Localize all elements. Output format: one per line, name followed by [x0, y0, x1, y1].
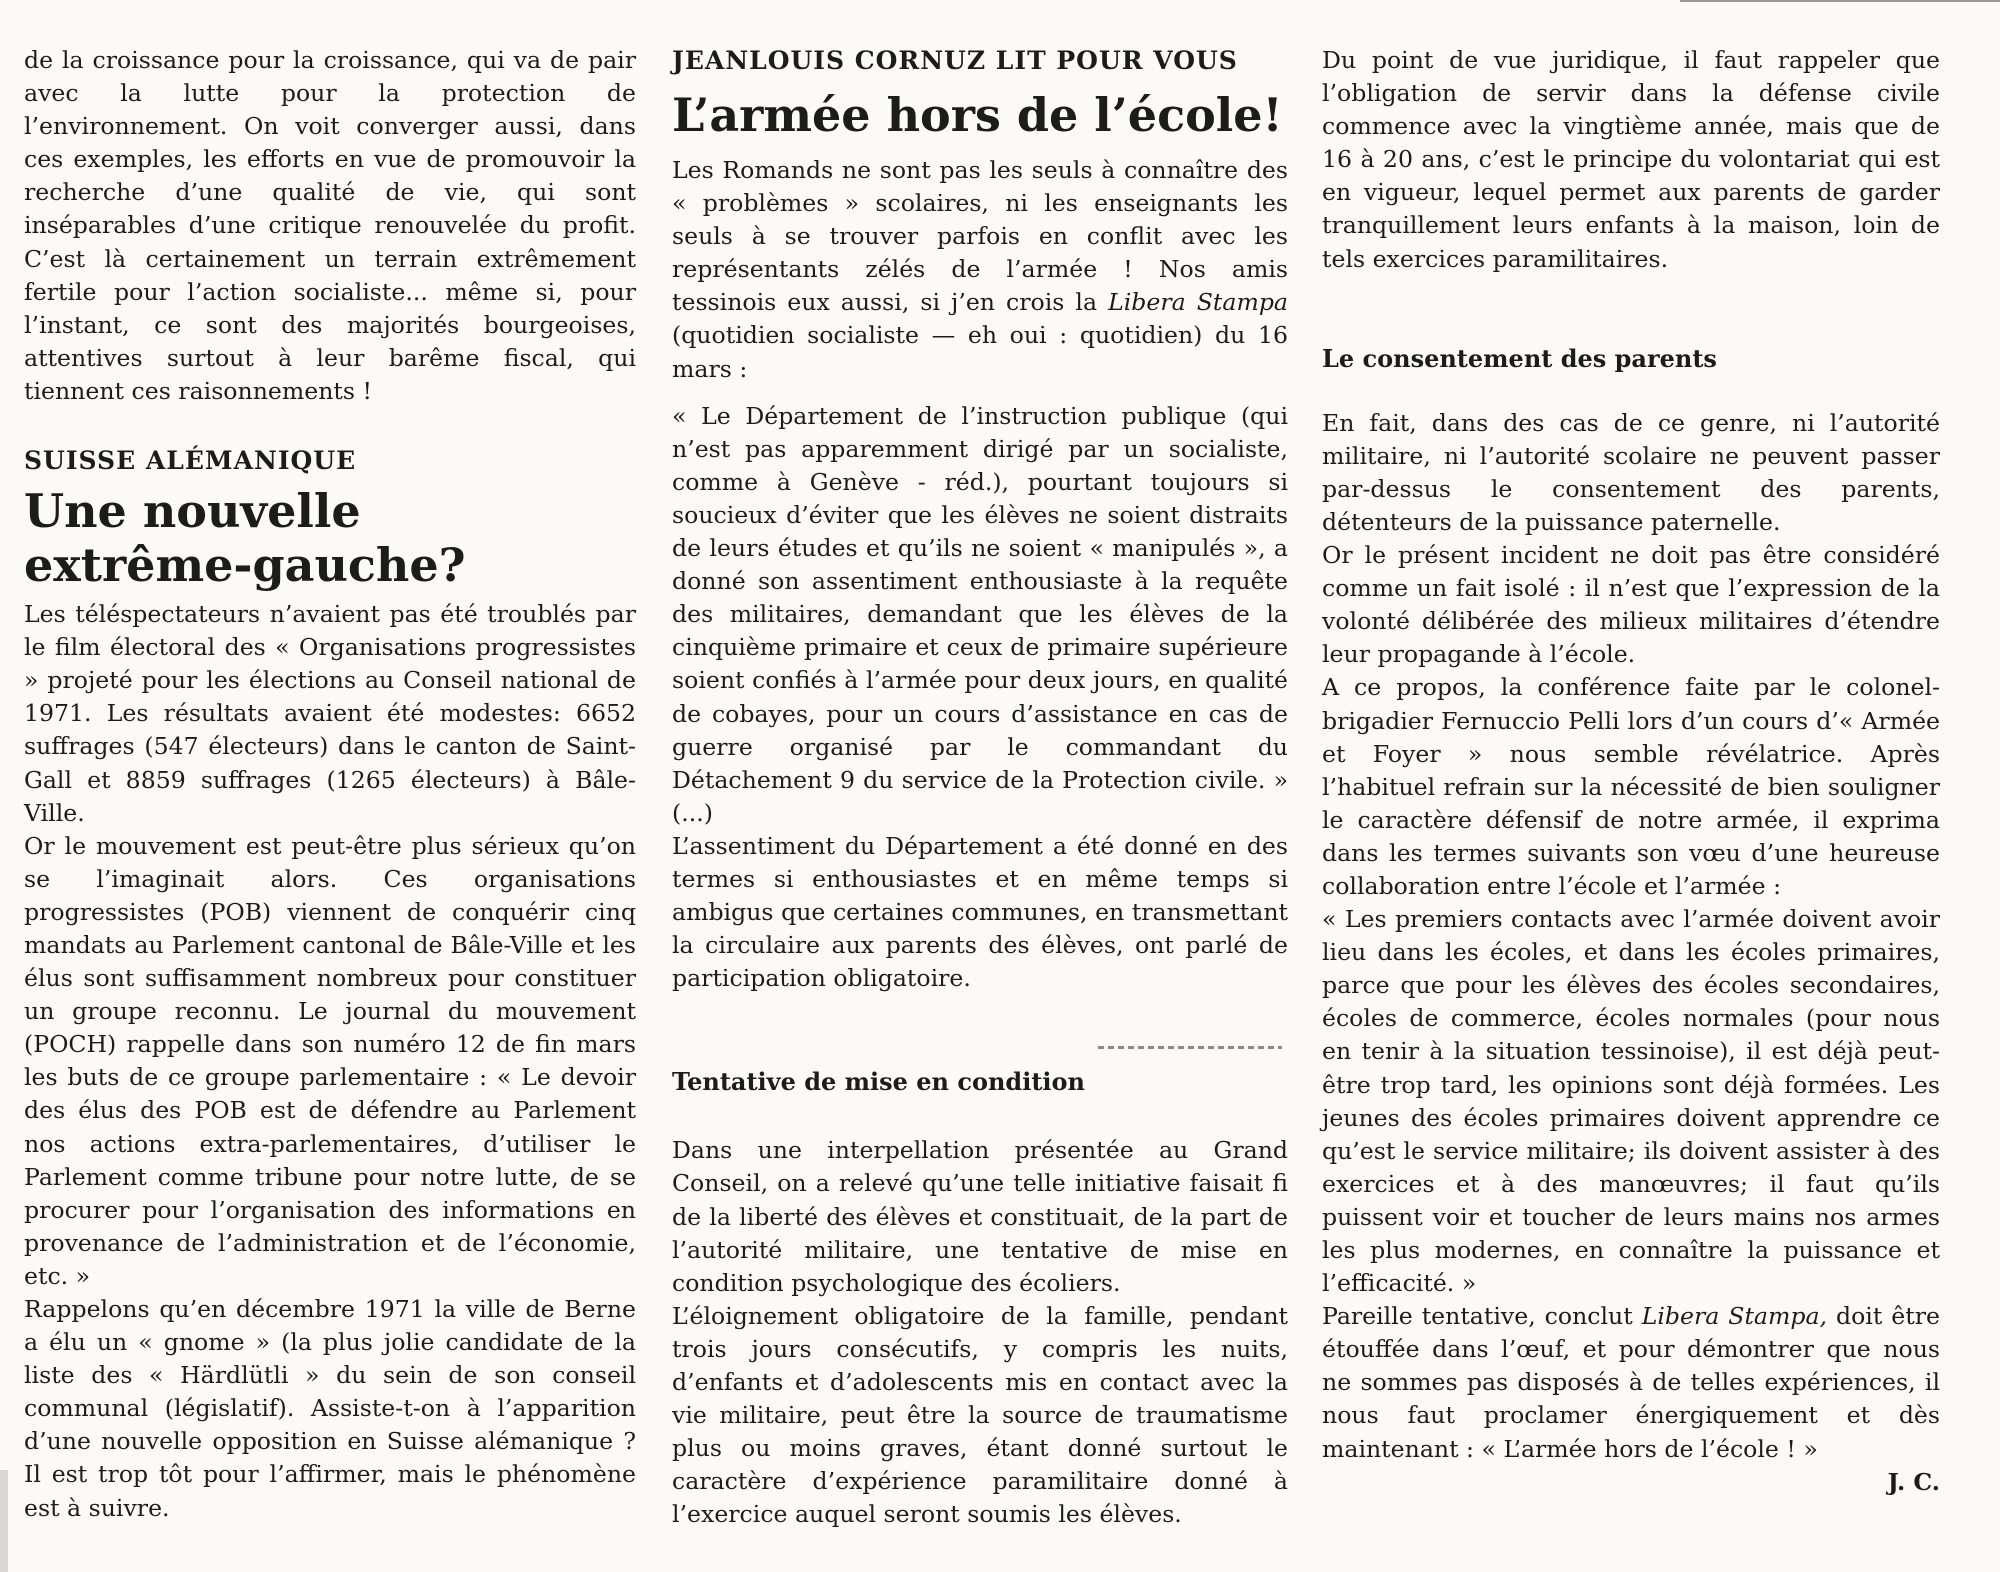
col3-paragraph-1: Du point de vue juridique, il faut rappeler que l’obligation de servir dans la défense civile commence avec la vingtième année, mais que de 16 à 20 ans, c’est le principe du volontariat qui est en vigueur, lequel permet aux parents de garder tranquillement leurs enfants à la maison, loin de tels exercices paramilitaires. [1322, 46, 1940, 273]
col3-paragraph-3: Or le présent incident ne doit pas être considéré comme un fait isolé : il n’est que l’expression de la volonté délibérée des milieux militaires d’étendre leur propagande à l’école. [1322, 541, 1940, 669]
col3-subhead: Le consentement des parents [1322, 343, 1717, 373]
scan-edge-left [0, 1470, 8, 1572]
col3-para5-text-b: doit être étouffée dans l’œuf, et pour démontrer que nous ne sommes pas disposés à de telles expériences, il nous faut proclamer énergiquement et dès maintenant : « L’armée hors de l’école ! » [1322, 1302, 1940, 1463]
col2-headline: L’armée hors de l’école! [672, 88, 1283, 142]
col2-paragraph-1 [672, 154, 1288, 386]
col3-paragraph-4: A ce propos, la conférence faite par le colonel-brigadier Fernuccio Pelli lors d’un cours d’« Armée et Foyer » nous semble révélatrice. Après l’habituel refrain sur la nécessité de bien souligner le caractère défensif de notre armée, il exprima dans les termes suivants son vœu d’une heureuse collaboration entre l’école et l’armée : [1322, 673, 1940, 900]
col1-paragraph-4: Rappelons qu’en décembre 1971 la ville de Berne a élu un « gnome » (la plus jolie candidate de la liste des « Härdlütli » du sein de son conseil communal (législatif). Assiste-t-on à l’apparition d’une nouvelle opposition en Suisse alémanique ? Il est trop tôt pour l’affirmer, mais le phénomène est à suivre. [24, 1295, 636, 1522]
column-2 [672, 44, 1288, 1531]
col2-paragraph-3: Dans une interpellation présentée au Grand Conseil, on a relevé qu’une telle initiative faisait fi de la liberté des élèves et constituait, de la part de l’autorité militaire, une tentative de mise en condition psychologique des écoliers. [672, 1136, 1288, 1297]
col1-headline-line1: Une nouvelle [24, 484, 361, 539]
col2-subhead: Tentative de mise en condition [672, 1067, 1085, 1097]
col2-para1-text-a: Les Romands ne sont pas les seuls à connaître des « problèmes » scolaires, ni les enseignants les seuls à se trouver parfois en conflit avec les représentants zélés de l’armée ! Nos amis tessinois eux aussi, si j’en crois la [672, 156, 1288, 317]
col3-paragraph-2: En fait, dans des cas de ce genre, ni l’autorité militaire, ni l’autorité scolaire ne peuvent passer par-dessus le consentement des parents, détenteurs de la puissance paternelle. [1322, 408, 1940, 536]
scan-edge-top [1680, 0, 2000, 2]
col3-paragraph-5 [1322, 1300, 1940, 1465]
col2-paragraph-2: L’assentiment du Département a été donné en des termes si enthousiastes et en même temps si ambigus que certaines communes, en transmettant la circulaire aux parents des élèves, ont parlé de participation obligatoire. [672, 831, 1288, 993]
col3-quote: « Les premiers contacts avec l’armée doivent avoir lieu dans les écoles, et dans les écoles primaires, parce que pour les élèves des écoles secondaires, écoles de commerce, écoles normales (pour nous en tenir à la situation tessinoise), il est déjà peut-être trop tard, les opinions sont déjà formées. Les jeunes des écoles primaires doivent apprendre ce qu’est le service militaire; ils doivent assister à des exercices et à des manœuvres; il faut qu’ils puissent voir et toucher de leurs mains nos armes les plus modernes, en connaître la puissance et l’efficacité. » [1322, 905, 1940, 1298]
col1-kicker: SUISSE ALÉMANIQUE [24, 446, 357, 476]
col2-para1-italic: Libera Stampa [1108, 288, 1288, 317]
col1-headline-line2: extrême-gauche? [24, 538, 466, 593]
col3-signature: J. C. [1887, 1467, 1940, 1496]
column-3 [1322, 44, 1940, 1499]
col2-para1-text-b: (quotidien socialiste — eh oui : quotidien) du 16 mars : [672, 321, 1288, 383]
col2-kicker: JEANLOUIS CORNUZ LIT POUR VOUS [672, 46, 1238, 75]
col2-paragraph-4: L’éloignement obligatoire de la famille, pendant trois jours consécutifs, y compris les nuits, d’enfants et d’adolescents mis en contact avec la vie militaire, peut être la source de traumatisme plus ou moins graves, étant donné surtout le caractère d’expérience paramilitaire donné à l’exercice auquel seront soumis les élèves. [672, 1301, 1288, 1529]
column-2-dashed-rule [1098, 1046, 1282, 1049]
col1-paragraph-1: de la croissance pour la croissance, qui va de pair avec la lutte pour la protection de l’environnement. On voit converger aussi, dans ces exemples, les efforts en vue de promouvoir la recherche d’une qualité de vie, qui sont inséparables d’une critique renouvelée du profit. C’est là certainement un terrain extrêmement fertile pour l’action socialiste... même si, pour l’instant, ce sont des majorités bourgeoises, attentives surtout à leur barême fiscal, qui tiennent ces raisonnements ! [24, 46, 636, 405]
column-1 [24, 44, 636, 1525]
col3-para5-italic: Libera Stampa, [1641, 1302, 1828, 1331]
col1-paragraph-3: Or le mouvement est peut-être plus sérieux qu’on se l’imaginait alors. Ces organisations progressistes (POB) viennent de conquérir cinq mandats au Parlement cantonal de Bâle-Ville et les élus sont suffisamment nombreux pour constituer un groupe reconnu. Le journal du mouvement (POCH) rappelle dans son numéro 12 de fin mars les buts de ce groupe parlementaire : « Le devoir des élus des POB est de défendre au Parlement nos actions extra-parlementaires, d’utiliser le Parlement comme tribune pour notre lutte, de se procurer pour l’organisation des informations en provenance de l’administration et de l’économie, etc. » [24, 831, 636, 1290]
col2-quote: « Le Département de l’instruction publique (qui n’est pas apparemment dirigé par un socialiste, comme à Genève - réd.), pourtant toujours si soucieux d’éviter que les élèves ne soient distraits de leurs études et qu’ils ne soient « manipulés », a donné son assentiment enthousiaste à la requête des militaires, demandant que les élèves de la cinquième primaire et ceux de primaire supérieure soient confiés à l’armée pour deux jours, en qualité de cobayes, pour un cours d’assistance en cas de guerre organisé par le commandant du Détachement 9 du service de la Protection civile. » (...) [672, 401, 1288, 827]
col3-para5-text-a: Pareille tentative, conclut [1322, 1302, 1642, 1331]
col1-paragraph-2: Les téléspectateurs n’avaient pas été troublés par le film électoral des « Organisations progressistes » projeté pour les élections au Conseil national de 1971. Les résultats avaient été modestes: 6652 suffrages (547 électeurs) dans le canton de Saint-Gall et 8859 suffrages (1265 électeurs) à Bâle-Ville. [24, 600, 636, 827]
